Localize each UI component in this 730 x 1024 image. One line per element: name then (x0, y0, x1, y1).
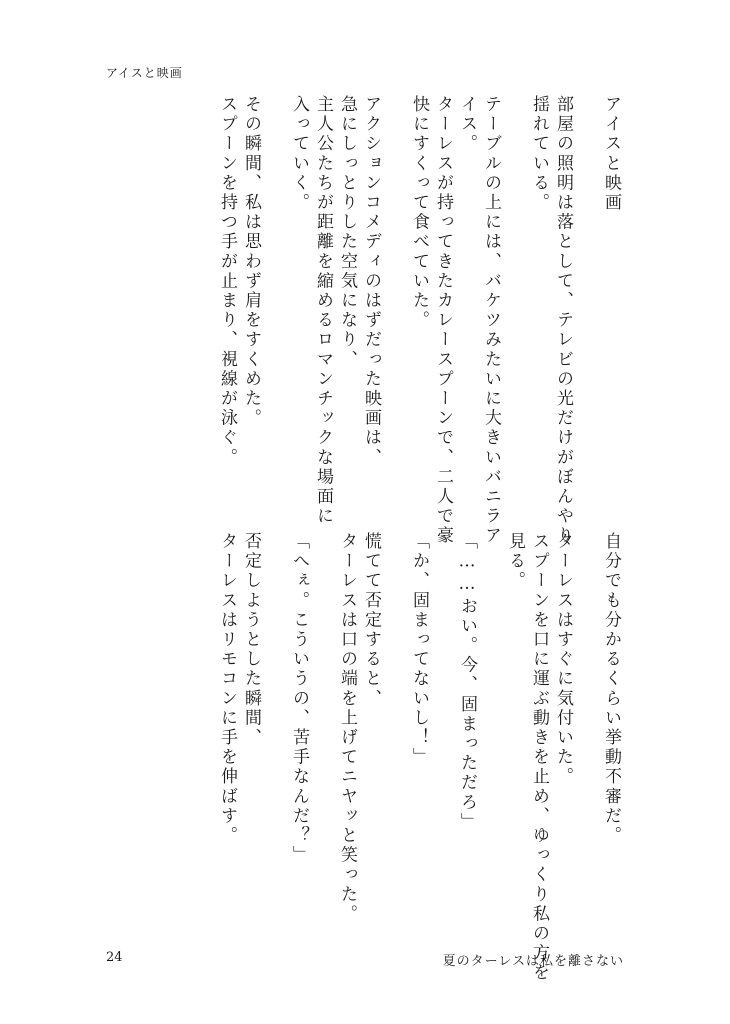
text-line: スプーンを口に運ぶ動きを止め、ゆっくり私の方を (529, 532, 549, 983)
text-line: 見る。 (505, 532, 525, 591)
text-line: 「か、固まってないし！」 (409, 532, 429, 768)
text-line: ターレスはすぐに気付いた。 (553, 532, 573, 787)
text-line: 「へぇ。こういうの、苦手なんだ？」 (289, 532, 309, 866)
book-title: 夏のターレスは私を離さない (442, 954, 624, 969)
text-line: 揺れている。 (529, 95, 549, 213)
text-line: テーブルの上には、バケツみたいに大きいバニラア (481, 95, 501, 546)
text-line: 否定しようとした瞬間、 (241, 532, 261, 748)
text-line: アクションコメディのはずだった映画は、 (361, 95, 381, 468)
text-line: イス。 (457, 95, 477, 154)
text-line: ターレスはリモコンに手を伸ばす。 (217, 532, 237, 846)
text-line: 慌てて否定すると、 (361, 532, 381, 709)
text-line: 自分でも分かるくらい挙動不審だ。 (601, 532, 621, 846)
text-line: その瞬間、私は思わず肩をすくめた。 (241, 95, 261, 429)
text-line: 急にしっとりした空気になり、 (337, 95, 357, 370)
page-number: 24 (106, 950, 123, 965)
text-line: 「……おい。今、固まっただろ」 (457, 532, 477, 832)
running-head: アイスと映画 (106, 66, 183, 80)
text-line: 主人公たちが距離を縮めるロマンチックな場面に (313, 95, 333, 527)
text-line: アイスと映画 (601, 95, 621, 213)
text-line: 部屋の照明は落として、テレビの光だけがぼんやり (553, 95, 573, 546)
text-line: ターレスは口の端を上げてニヤッと笑った。 (337, 532, 357, 924)
text-line: ターレスが持ってきたカレースプーンで、二人で豪 (433, 95, 453, 546)
text-line: 快にすくって食べていた。 (409, 95, 429, 331)
text-line: 入っていく。 (289, 95, 309, 213)
text-line: スプーンを持つ手が止まり、視線が泳ぐ。 (217, 95, 237, 468)
